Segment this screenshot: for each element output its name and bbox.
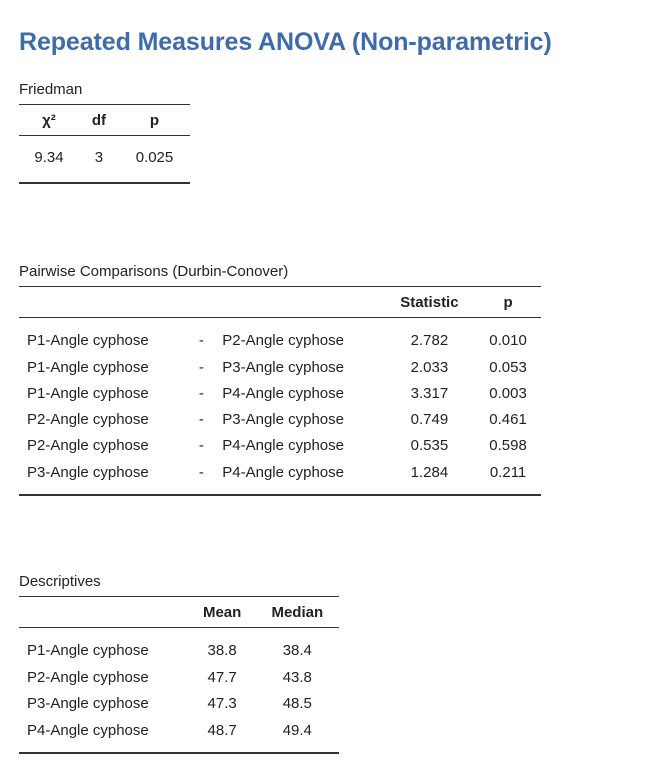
cell-statistic: 0.535 xyxy=(410,436,449,454)
header-median: Median xyxy=(271,603,324,621)
cell-p: 0.025 xyxy=(135,148,174,166)
header-sep xyxy=(188,287,214,318)
pairwise-header-row xyxy=(19,287,541,318)
header-p: p xyxy=(503,293,513,311)
cell-p: 0.010 xyxy=(489,331,527,349)
cell-p: 0.003 xyxy=(489,384,527,402)
table-row xyxy=(19,690,339,716)
cell-variable: P2-Angle cyphose xyxy=(27,668,149,686)
cell-statistic: 3.317 xyxy=(410,384,449,402)
cell-variable: P3-Angle cyphose xyxy=(27,694,149,712)
cell-var1: P1-Angle cyphose xyxy=(27,384,149,402)
cell-df: 3 xyxy=(94,148,104,166)
cell-var2: P4-Angle cyphose xyxy=(222,384,344,402)
cell-var2: P3-Angle cyphose xyxy=(222,410,344,428)
cell-var1: P2-Angle cyphose xyxy=(27,436,149,454)
cell-var2: P4-Angle cyphose xyxy=(222,463,344,481)
cell-statistic: 2.033 xyxy=(410,358,449,376)
descriptives-caption: Descriptives xyxy=(19,573,101,590)
table-row xyxy=(19,664,339,690)
cell-var1: P1-Angle cyphose xyxy=(27,331,149,349)
header-p: p xyxy=(149,111,160,129)
cell-var2: P2-Angle cyphose xyxy=(222,331,344,349)
cell-statistic: 1.284 xyxy=(410,463,449,481)
cell-p: 0.461 xyxy=(489,410,527,428)
header-statistic: Statistic xyxy=(400,293,459,311)
cell-statistic: 0.749 xyxy=(410,410,449,428)
cell-var1: P1-Angle cyphose xyxy=(27,358,149,376)
cell-statistic: 2.782 xyxy=(410,331,449,349)
header-chi-squared: χ² xyxy=(42,111,56,129)
cell-p: 0.211 xyxy=(489,463,527,481)
friedman-caption: Friedman xyxy=(19,81,83,98)
header-variable xyxy=(19,597,189,628)
friedman-header-row xyxy=(19,105,190,136)
cell-median: 43.8 xyxy=(282,668,312,686)
cell-var1: P3-Angle cyphose xyxy=(27,463,149,481)
descriptives-header-row xyxy=(19,597,339,628)
cell-sep: - xyxy=(198,384,204,402)
header-df: df xyxy=(91,111,107,129)
table-row xyxy=(19,716,339,753)
cell-mean: 38.8 xyxy=(207,641,237,659)
table-row xyxy=(19,318,541,355)
cell-sep: - xyxy=(198,331,204,349)
header-mean: Mean xyxy=(202,603,242,621)
cell-mean: 47.7 xyxy=(207,668,237,686)
cell-variable: P4-Angle cyphose xyxy=(27,721,149,739)
cell-p: 0.598 xyxy=(489,436,527,454)
table-row xyxy=(19,432,541,458)
cell-var2: P4-Angle cyphose xyxy=(222,436,344,454)
table-row xyxy=(19,628,339,665)
friedman-section xyxy=(19,80,190,184)
table-row xyxy=(19,380,541,406)
cell-var1: P2-Angle cyphose xyxy=(27,410,149,428)
cell-sep: - xyxy=(198,436,204,454)
table-row xyxy=(19,136,190,184)
descriptives-table xyxy=(19,596,339,754)
friedman-table xyxy=(19,104,190,184)
header-var2 xyxy=(214,287,383,318)
cell-p: 0.053 xyxy=(489,358,527,376)
cell-sep: - xyxy=(198,358,204,376)
cell-sep: - xyxy=(198,463,204,481)
cell-median: 49.4 xyxy=(282,721,312,739)
cell-median: 38.4 xyxy=(282,641,312,659)
table-row xyxy=(19,406,541,432)
pairwise-table xyxy=(19,286,541,496)
pairwise-section xyxy=(19,262,541,496)
pairwise-caption: Pairwise Comparisons (Durbin-Conover) xyxy=(19,263,289,280)
cell-sep: - xyxy=(198,410,204,428)
cell-var2: P3-Angle cyphose xyxy=(222,358,344,376)
cell-variable: P1-Angle cyphose xyxy=(27,641,149,659)
page-title: Repeated Measures ANOVA (Non-parametric) xyxy=(19,28,552,56)
cell-median: 48.5 xyxy=(282,694,312,712)
cell-mean: 48.7 xyxy=(207,721,237,739)
cell-chi-squared: 9.34 xyxy=(34,148,64,166)
table-row xyxy=(19,458,541,495)
table-row xyxy=(19,354,541,380)
cell-mean: 47.3 xyxy=(207,694,237,712)
descriptives-section xyxy=(19,572,339,754)
header-var1 xyxy=(19,287,188,318)
